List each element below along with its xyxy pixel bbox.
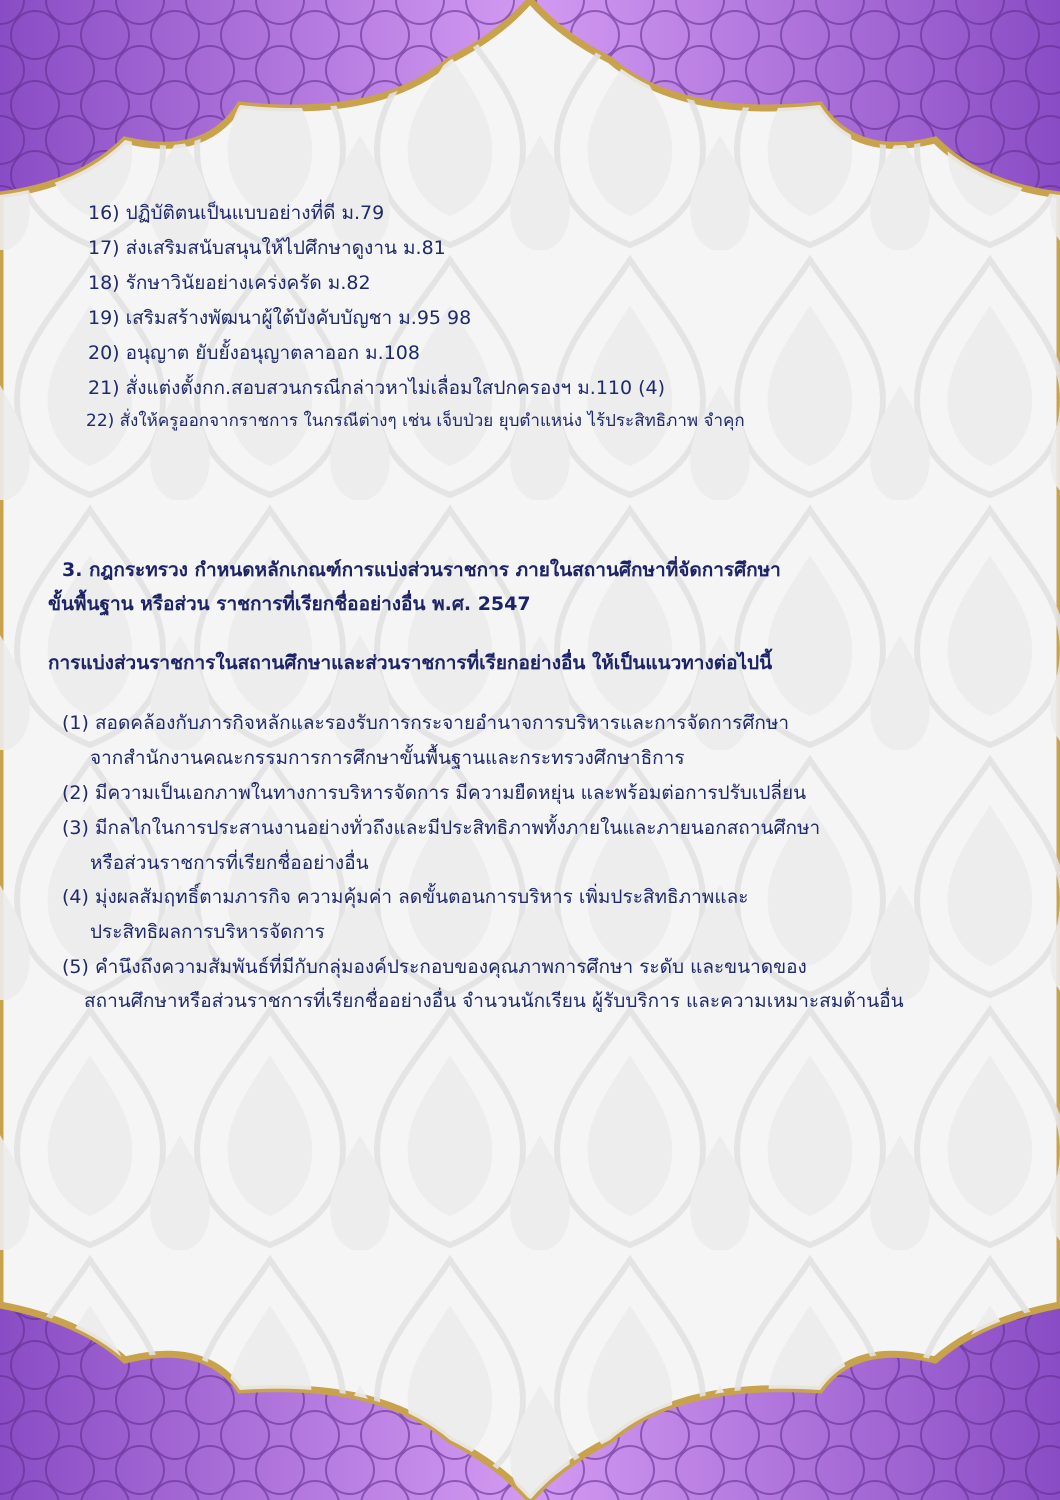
- criteria-item-5: (5) คำนึงถึงความสัมพันธ์ที่มีกับกลุ่มองค์ประกอบของคุณภาพการศึกษา ระดับ และขนาดของ: [62, 956, 807, 978]
- list-item-22: 22) สั่งให้ครูออกจากราชการ ในกรณีต่างๆ เช่น เจ็บป่วย ยุบตำแหน่ง ไร้ประสิทธิภาพ จำคุก: [86, 411, 745, 431]
- list-item-16: 16) ปฏิบัติตนเป็นแบบอย่างที่ดี ม.79: [88, 202, 385, 224]
- list-item-18: 18) รักษาวินัยอย่างเคร่งครัด ม.82: [88, 272, 371, 294]
- list-item-20: 20) อนุญาต ยับยั้งอนุญาตลาออก ม.108: [88, 342, 420, 364]
- criteria-item-4-cont: ประสิทธิผลการบริหารจัดการ: [90, 921, 325, 943]
- criteria-item-3-cont: หรือส่วนราชการที่เรียกชื่ออย่างอื่น: [90, 852, 369, 874]
- section-title-line-2: ขั้นพื้นฐาน หรือส่วน ราชการที่เรียกชื่ออย่างอื่น พ.ศ. 2547: [48, 593, 531, 615]
- list-item-19: 19) เสริมสร้างพัฒนาผู้ใต้บังคับบัญชา ม.95 98: [88, 307, 472, 329]
- list-item-21: 21) สั่งแต่งตั้งกก.สอบสวนกรณีกล่าวหาไม่เลื่อมใสปกครองฯ ม.110 (4): [88, 377, 666, 399]
- criteria-item-4: (4) มุ่งผลสัมฤทธิ์ตามภารกิจ ความคุ้มค่า ลดขั้นตอนการบริหาร เพิ่มประสิทธิภาพและ: [62, 886, 749, 908]
- section-subheading: การแบ่งส่วนราชการในสถานศึกษาและส่วนราชการที่เรียกอย่างอื่น ให้เป็นแนวทางต่อไปนี้: [48, 652, 773, 674]
- list-item-17: 17) ส่งเสริมสนับสนุนให้ไปศึกษาดูงาน ม.81: [88, 237, 446, 259]
- criteria-item-2: (2) มีความเป็นเอกภาพในทางการบริหารจัดการ มีความยืดหยุ่น และพร้อมต่อการปรับเปลี่ยน: [62, 782, 807, 804]
- criteria-item-3: (3) มีกลไกในการประสานงานอย่างทั่วถึงและมีประสิทธิภาพทั้งภายในและภายนอกสถานศึกษา: [62, 817, 821, 839]
- criteria-item-1: (1) สอดคล้องกับภารกิจหลักและรองรับการกระจายอำนาจการบริหารและการจัดการศึกษา: [62, 712, 790, 734]
- section-title-line-1: 3. กฎกระทรวง กำหนดหลักเกณฑ์การแบ่งส่วนราชการ ภายในสถานศึกษาที่จัดการศึกษา: [62, 559, 781, 581]
- criteria-item-1-cont: จากสำนักงานคณะกรรมการการศึกษาขั้นพื้นฐานและกระทรวงศึกษาธิการ: [90, 747, 685, 769]
- criteria-item-5-cont: สถานศึกษาหรือส่วนราชการที่เรียกชื่ออย่างอื่น จำนวนนักเรียน ผู้รับบริการ และความเหมาะสมด้านอื่น: [84, 990, 904, 1012]
